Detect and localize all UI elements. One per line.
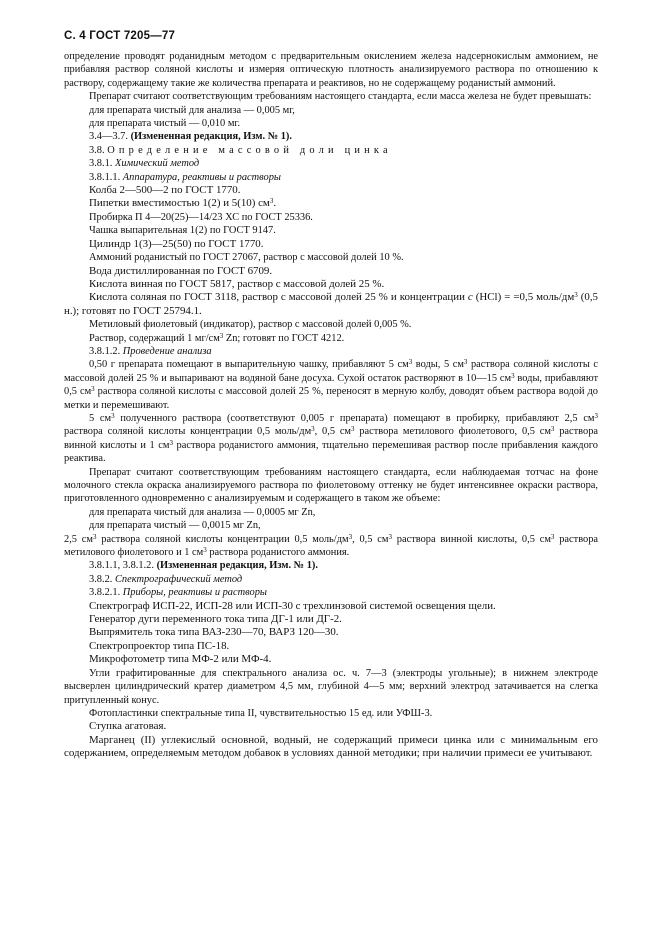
paragraph: 0,50 г препарата помещают в выпарительную чашку, прибавляют 5 $см^3$ воды, 5 $см^3$ раствора соляной кислоты с массовой долей 25 % и выпаривают на водяной бане досуха. Сухой остаток растворяют в 10—15 $см^3$ воды, прибавляют 0,5 $см^3$ раствора соляной кислоты с массовой долей 25 %, переносят в мерную колбу, доводят объем раствора водой до метки и перемешивают. [64,358,598,411]
subsection-heading: 3.8.1.2. Проведение анализа [89,345,212,357]
list-item: Выпрямитель тока типа ВАЗ-230—70, ВАРЗ 120—30. [89,626,339,639]
list-item: Кислота винная по ГОСТ 5817, раствор с массовой долей 25 %. [89,277,385,290]
subsection-heading: 3.8.1. Химический метод [89,158,200,170]
paragraph: Препарат считают соответствующим требованиям настоящего стандарта, если масса железа не будет превышать: [89,91,592,103]
list-item: для препарата чистый для анализа — 0,0005 мг Zn, [89,506,316,518]
paragraph: Препарат считают соответствующим требованиям настоящего стандарта, если наблюдаемая тотчас на фоне молочного стекла окраска анализируемого раствора по фиолетовому оттенку не будет интенсивнее окраски раствора, приготовленного одновременно с анализируемым и содержащего в таком же объеме: [64,466,598,505]
list-item: Цилиндр 1(3)—25(50) по ГОСТ 1770. [89,237,264,250]
list-item: Генератор дуги переменного тока типа ДГ-1 или ДГ-2. [89,613,342,626]
amendment-note: 3.8.1.1, 3.8.1.2. (Измененная редакция, Изм. № 1). [89,560,318,572]
list-item: Аммоний роданистый по ГОСТ 27067, раствор с массовой долей 10 %. [89,252,404,264]
paragraph: Марганец (II) углекислый основной, водный, не содержащий примеси цинка или с минимальным его содержанием, определяемым методом добавок в условиях данной методики; при наличии примеси ее учитывают. [64,733,598,760]
list-item: Чашка выпарительная 1(2) по ГОСТ 9147. [89,225,276,237]
list-item: Колба 2—500—2 по ГОСТ 1770. [89,184,241,197]
list-item: Спектропроектор типа ПС-18. [89,639,230,652]
list-item: Микрофотометр типа МФ-2 или МФ-4. [89,653,272,666]
list-item: для препарата чистый — 0,0015 мг Zn, [89,520,261,532]
subsection-heading: 3.8.2. Спектрографический метод [89,573,243,585]
subsection-heading: 3.8.2.1. Приборы, реактивы и растворы [89,587,267,599]
list-item: Метиловый фиолетовый (индикатор), раствор с массовой долей 0,005 %. [89,319,412,331]
section-heading: 3.8. Определение массовой доли цинка [89,144,392,156]
paragraph: Угли графитированные для спектрального анализа ос. ч. 7—3 (электроды угольные); в нижнем электроде высверлен цилиндрический кратер диаметром 4,5 мм, глубиной 4—5 мм; верхний электрод затачивается на слегка притупленный конус. [64,667,598,706]
list-item: Фотопластинки спектральные типа II, чувствительностью 15 ед. или УФШ-3. [89,707,433,719]
list-item: Раствор, содержащий 1 $мг/см^3$ Zn; готовят по ГОСТ 4212. [89,331,345,344]
list-item: Ступка агатовая. [89,720,167,733]
list-item: Кислота соляная по ГОСТ 3118, раствор с массовой долей 25 % и концентрации c (HCl) = =0,5 моль/$дм^3$ (0,5 н.); готовят по ГОСТ 25794.1. [64,291,598,317]
paragraph: определение проводят роданидным методом с предварительным окислением железа надсернокислым аммонием, не прибавляя раствор соляной кислоты и измеряя оптическую плотность анализируемого раствора по отношению к раствору, содержащему такие же количества препарата и реактивов, но не содержащему роданистый аммоний. [64,51,598,89]
list-item: для препарата чистый для анализа — 0,005 мг, [89,104,295,116]
paragraph: 5 $см^3$ полученного раствора (соответствуют 0,005 г препарата) помещают в пробирку, прибавляют 2,5 $см^3$ раствора соляной кислоты концентрации 0,5 моль/$дм^3$, 0,5 $см^3$ раствора метилового фиолетового, 0,5 $см^3$ раствора винной кислоты и 1 $см^3$ раствора роданистого аммония, тщательно перемешивая раствор после прибавления каждого реактива. [64,411,599,465]
list-item: Пипетки вместимостью 1(2) и 5(10) $см^3$. [89,197,277,210]
list-item: Спектрограф ИСП-22, ИСП-28 или ИСП-30 с трехлинзовой системой освещения щели. [89,599,496,612]
document-body [64,50,598,761]
subsection-heading: 3.8.1.1. Аппаратура, реактивы и растворы [89,171,281,183]
page-header: С. 4 ГОСТ 7205—77 [64,30,176,42]
list-item: Пробирка П 4—20(25)—14/23 ХС по ГОСТ 25336. [89,211,313,223]
list-item: Вода дистиллированная по ГОСТ 6709. [89,264,273,277]
paragraph: 2,5 $см^3$ раствора соляной кислоты концентрации 0,5 моль/$дм^3$, 0,5 $см^3$ раствора винной кислоты, 0,5 $см^3$ раствора метилового фиолетового и 1 $см^3$ раствора роданистого аммония. [64,532,599,559]
amendment-note: 3.4—3.7. (Измененная редакция, Изм. № 1). [89,131,292,143]
list-item: для препарата чистый — 0,010 мг. [89,118,241,130]
